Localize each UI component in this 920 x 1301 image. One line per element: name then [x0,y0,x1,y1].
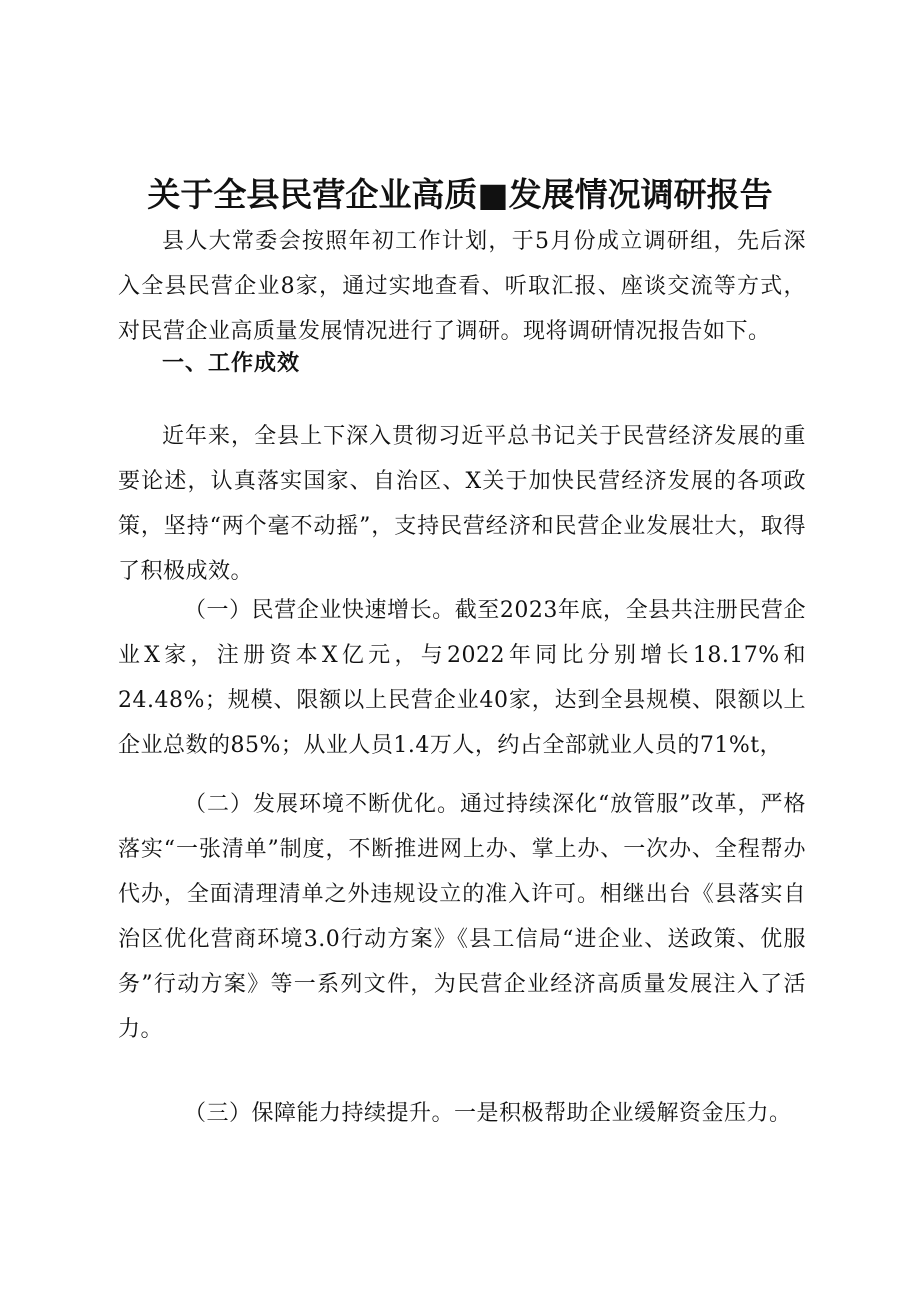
item-paragraph-growth: （一）民营企业快速增长。截至2023年底，全县共注册民营企业X家，注册资本X亿元，与2022年同比分别增长18.17%和24.48%；规模、限额以上民营企业40家，达到全县规模、限额以上企业总数的85%；从业人员1.4万人，约占全部就业人员的71%t， [118,598,806,758]
overview-paragraph: 近年来，全县上下深入贯彻习近平总书记关于民营经济发展的重要论述，认真落实国家、自治区、X关于加快民营经济发展的各项政策，坚持“两个毫不动摇”，支持民营经济和民营企业发展壮大，取得了积极成效。 [118,424,806,584]
intro-paragraph: 县人大常委会按照年初工作计划，于5月份成立调研组，先后深入全县民营企业8家，通过实地查看、听取汇报、座谈交流等方式，对民营企业高质量发展情况进行了调研。现将调研情况报告如下。 [118,229,806,344]
item-paragraph-environment: （二）发展环境不断优化。通过持续深化“放管服”改革，严格落实“一张清单”制度，不断推进网上办、掌上办、一次办、全程帮办代办，全面清理清单之外违规设立的准入许可。相继出台《县落实自治区优化营商环境3.0行动方案》《县工信局“进企业、送政策、优服务”行动方案》等一系列文件，为民营企业经济高质量发展注入了活力。 [118,792,806,1042]
document-title: 关于全县民营企业高质■发展情况调研报告 [147,175,773,214]
section-heading-achievements: 一、工作成效 [162,351,301,376]
item-paragraph-support: （三）保障能力持续提升。一是积极帮助企业缓解资金压力。 [184,1101,792,1126]
